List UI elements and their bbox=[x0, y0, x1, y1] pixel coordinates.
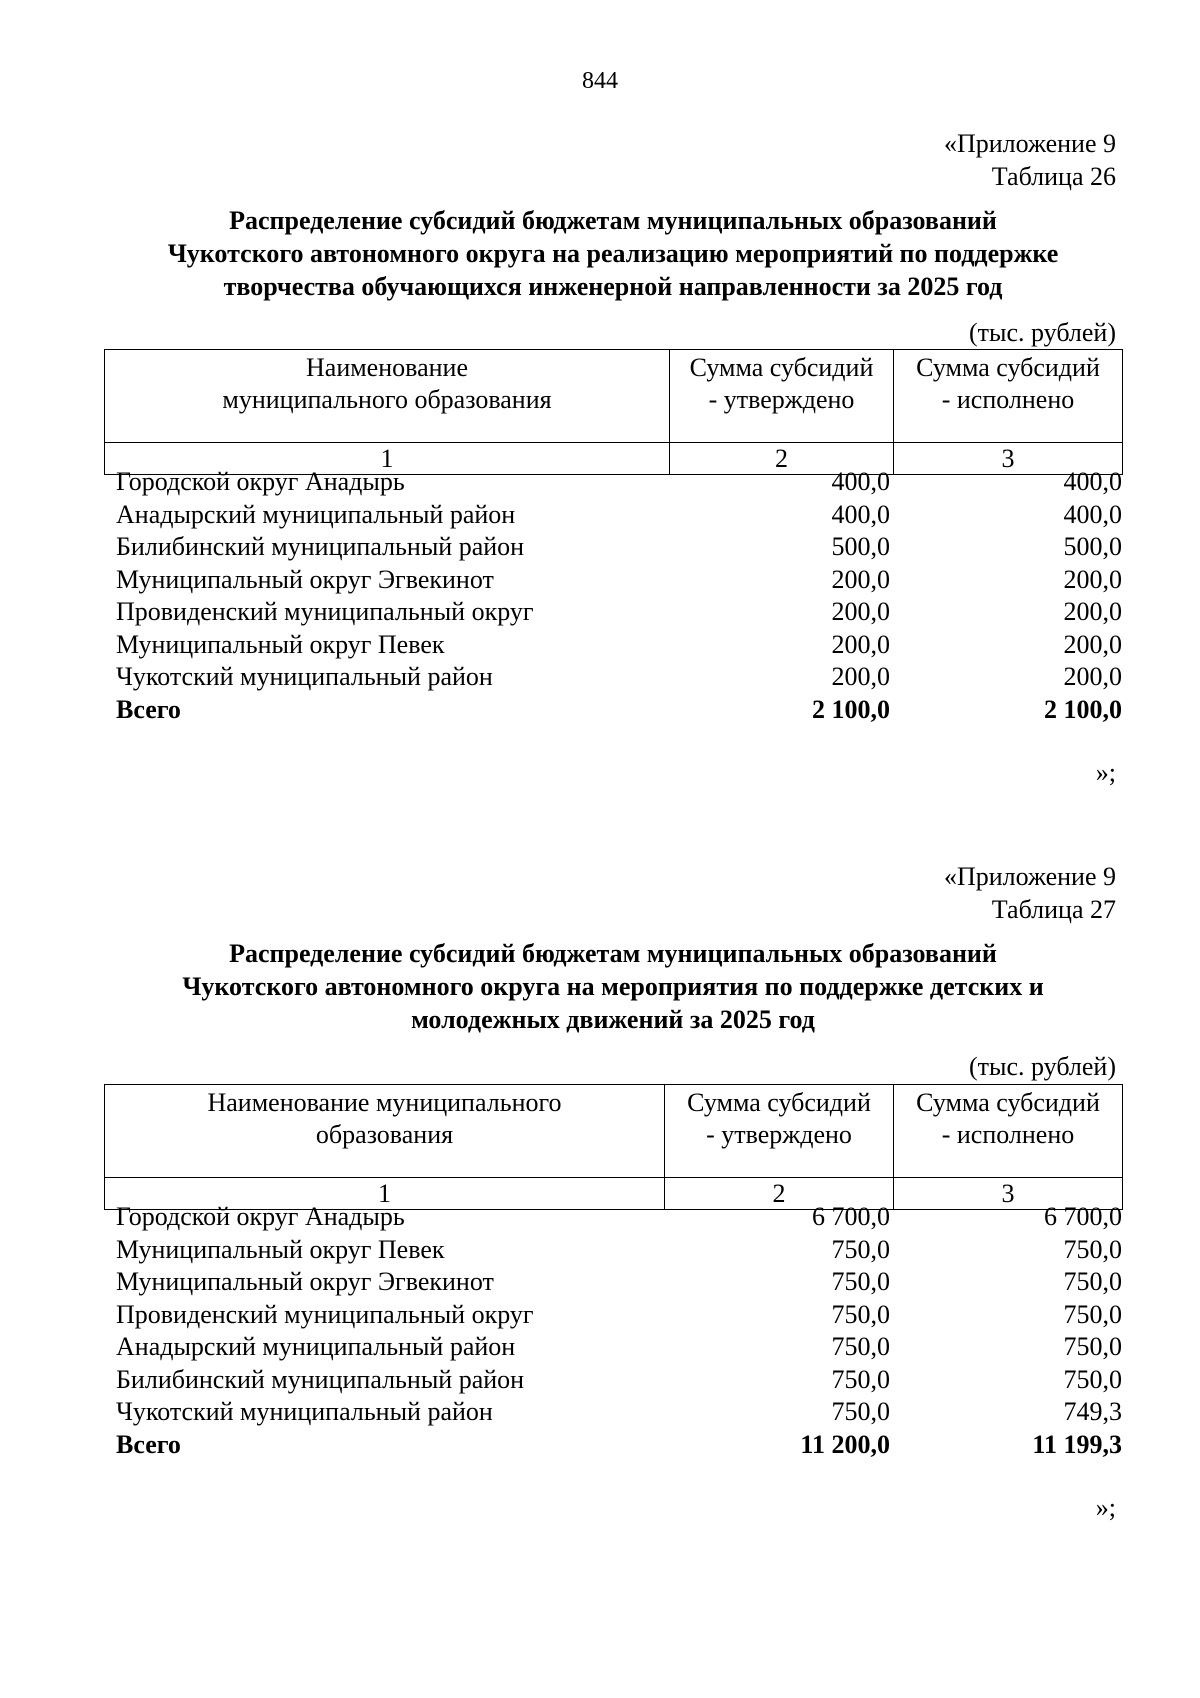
row-name: Городской округ Анадырь bbox=[116, 1202, 405, 1231]
table-label: Таблица 27 bbox=[991, 895, 1116, 924]
header-line: Сумма субсидий bbox=[916, 1088, 1100, 1117]
row-approved: 400,0 bbox=[831, 467, 890, 496]
row-executed: 750,0 bbox=[1063, 1332, 1122, 1361]
table-title bbox=[104, 937, 1122, 1036]
row-name: Провиденский муниципальный округ bbox=[116, 597, 534, 626]
row-name: Чукотский муниципальный район bbox=[116, 662, 493, 691]
total-label: Всего bbox=[116, 1429, 181, 1459]
row-executed: 500,0 bbox=[1063, 532, 1122, 561]
header-name bbox=[105, 350, 670, 443]
table-row bbox=[104, 1266, 1122, 1299]
row-approved: 750,0 bbox=[831, 1397, 890, 1426]
row-name: Билибинский муниципальный район bbox=[116, 532, 525, 561]
table-header bbox=[104, 1084, 1123, 1210]
units-label: (тыс. рублей) bbox=[968, 1052, 1116, 1081]
row-executed: 400,0 bbox=[1063, 499, 1122, 529]
page-number: 844 bbox=[582, 68, 618, 94]
row-approved: 200,0 bbox=[831, 662, 890, 691]
table-header bbox=[104, 349, 1123, 475]
row-approved: 400,0 bbox=[831, 499, 890, 529]
total-row bbox=[104, 694, 1122, 727]
header-line: - утверждено bbox=[708, 385, 855, 414]
row-approved: 6 700,0 bbox=[812, 1202, 890, 1231]
row-executed: 750,0 bbox=[1063, 1364, 1122, 1394]
table-row bbox=[104, 499, 1122, 532]
row-executed: 750,0 bbox=[1063, 1299, 1122, 1329]
total-row bbox=[104, 1429, 1122, 1462]
title-line: Распределение субсидий бюджетам муниципальных образований bbox=[229, 939, 997, 968]
row-approved: 500,0 bbox=[831, 532, 890, 561]
header-line: Наименование bbox=[306, 353, 468, 382]
table-row bbox=[104, 1201, 1122, 1234]
header-line: Сумма субсидий bbox=[916, 353, 1100, 382]
row-approved: 750,0 bbox=[831, 1332, 890, 1361]
header-line: - исполнено bbox=[941, 1120, 1075, 1149]
header-line: - исполнено bbox=[941, 385, 1075, 414]
table-title bbox=[104, 204, 1122, 303]
row-name: Чукотский муниципальный район bbox=[116, 1397, 493, 1426]
header-line: - утверждено bbox=[706, 1120, 852, 1149]
header-line: образования bbox=[315, 1120, 454, 1149]
row-approved: 200,0 bbox=[831, 564, 890, 594]
closing-quote: »; bbox=[1095, 758, 1116, 787]
row-approved: 200,0 bbox=[831, 597, 890, 626]
row-name: Билибинский муниципальный район bbox=[116, 1364, 525, 1394]
title-line: творчества обучающихся инженерной направленности за 2025 год bbox=[223, 272, 1003, 301]
header-line: Сумма субсидий bbox=[687, 1088, 871, 1117]
row-name: Городской округ Анадырь bbox=[116, 467, 405, 496]
column-number: 2 bbox=[670, 443, 894, 475]
table-row bbox=[104, 466, 1122, 499]
column-number: 1 bbox=[105, 443, 670, 475]
row-name: Муниципальный округ Эгвекинот bbox=[116, 1267, 494, 1296]
units-label: (тыс. рублей) bbox=[968, 318, 1116, 347]
appendix-label bbox=[944, 127, 1116, 193]
table-row bbox=[104, 1396, 1122, 1429]
total-label: Всего bbox=[116, 694, 181, 724]
table-row bbox=[104, 531, 1122, 564]
appendix-title: «Приложение 9 bbox=[943, 862, 1116, 891]
table-row bbox=[104, 564, 1122, 597]
row-executed: 200,0 bbox=[1063, 597, 1122, 626]
row-executed: 200,0 bbox=[1063, 564, 1122, 594]
row-approved: 750,0 bbox=[831, 1267, 890, 1296]
header-executed bbox=[894, 1085, 1123, 1178]
row-name: Анадырский муниципальный район bbox=[116, 1332, 516, 1361]
table-body bbox=[104, 466, 1122, 726]
row-executed: 400,0 bbox=[1063, 467, 1122, 496]
closing-quote: »; bbox=[1095, 1493, 1116, 1522]
table-row bbox=[104, 1234, 1122, 1267]
total-executed: 2 100,0 bbox=[1044, 694, 1122, 724]
table-row bbox=[104, 1331, 1122, 1364]
row-approved: 750,0 bbox=[831, 1364, 890, 1394]
row-approved: 750,0 bbox=[831, 1234, 890, 1264]
total-approved: 2 100,0 bbox=[812, 694, 890, 724]
header-line: Наименование муниципального bbox=[207, 1088, 562, 1117]
header-name bbox=[105, 1085, 665, 1178]
row-executed: 200,0 bbox=[1063, 629, 1122, 659]
header-approved bbox=[665, 1085, 894, 1178]
row-approved: 750,0 bbox=[831, 1299, 890, 1329]
row-executed: 750,0 bbox=[1063, 1267, 1122, 1296]
appendix-title: «Приложение 9 bbox=[943, 129, 1116, 158]
row-name: Муниципальный округ Певек bbox=[116, 1234, 445, 1264]
title-line: Чукотского автономного округа на мероприятия по поддержке детских и bbox=[182, 972, 1044, 1001]
row-executed: 750,0 bbox=[1063, 1234, 1122, 1264]
total-executed: 11 199,3 bbox=[1032, 1429, 1122, 1459]
table-row bbox=[104, 661, 1122, 694]
row-executed: 749,3 bbox=[1063, 1397, 1122, 1426]
row-name: Муниципальный округ Эгвекинот bbox=[116, 564, 494, 594]
row-approved: 200,0 bbox=[831, 629, 890, 659]
row-executed: 200,0 bbox=[1063, 662, 1122, 691]
title-line: Распределение субсидий бюджетам муниципальных образований bbox=[229, 206, 997, 235]
title-line: Чукотского автономного округа на реализацию мероприятий по поддержке bbox=[167, 239, 1059, 268]
appendix-label bbox=[944, 860, 1116, 926]
column-number: 1 bbox=[105, 1178, 665, 1210]
table-row bbox=[104, 596, 1122, 629]
total-approved: 11 200,0 bbox=[800, 1429, 890, 1459]
column-number: 3 bbox=[894, 443, 1123, 475]
row-name: Муниципальный округ Певек bbox=[116, 629, 445, 659]
table-row bbox=[104, 629, 1122, 662]
table-body bbox=[104, 1201, 1122, 1461]
header-line: муниципального образования bbox=[222, 385, 552, 414]
table-label: Таблица 26 bbox=[991, 162, 1116, 191]
row-name: Провиденский муниципальный округ bbox=[116, 1299, 534, 1329]
table-row bbox=[104, 1364, 1122, 1397]
header-line: Сумма субсидий bbox=[689, 353, 874, 382]
row-name: Анадырский муниципальный район bbox=[116, 499, 516, 529]
row-executed: 6 700,0 bbox=[1044, 1202, 1122, 1231]
table-row bbox=[104, 1299, 1122, 1332]
title-line: молодежных движений за 2025 год bbox=[411, 1005, 815, 1034]
header-executed bbox=[894, 350, 1123, 443]
column-number: 3 bbox=[894, 1178, 1123, 1210]
header-approved bbox=[670, 350, 894, 443]
column-number: 2 bbox=[665, 1178, 894, 1210]
